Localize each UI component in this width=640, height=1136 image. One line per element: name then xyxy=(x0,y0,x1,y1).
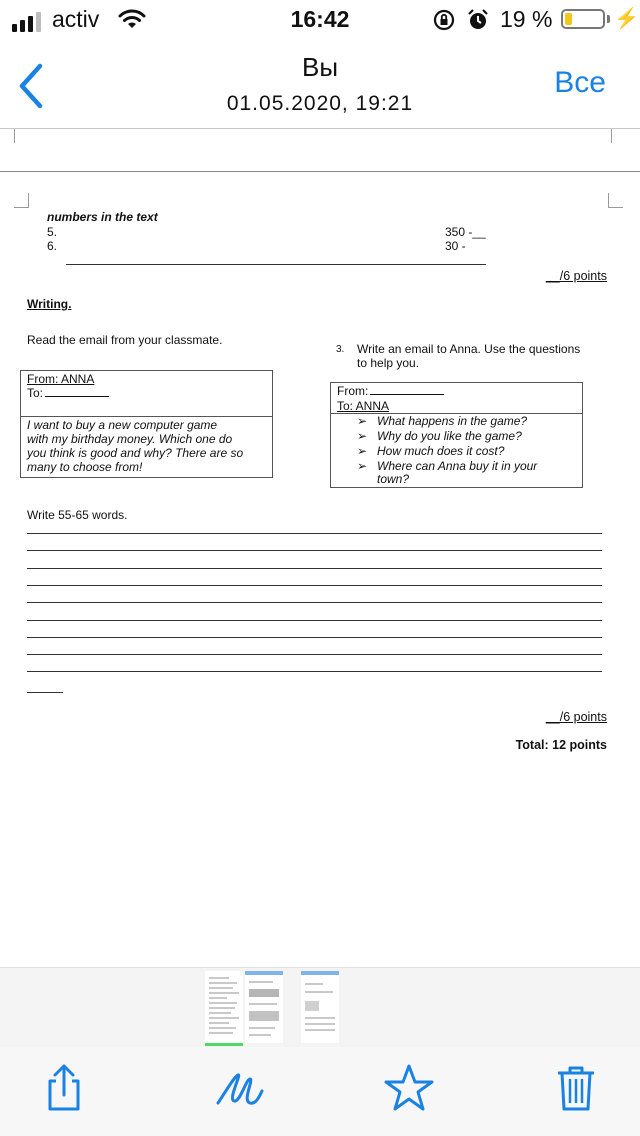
bullet-icon: ➢ xyxy=(357,459,368,473)
email-body-line: you think is good and why? There are so xyxy=(27,446,244,460)
task-3-text-cont: to help you. xyxy=(357,356,420,370)
markup-icon xyxy=(212,1061,268,1117)
instruction-text: Read the email from your classmate. xyxy=(27,333,223,347)
email-to: To: ANNA xyxy=(337,399,390,413)
favorite-button[interactable] xyxy=(381,1061,437,1117)
question-item: How much does it cost? xyxy=(377,444,505,458)
item-6-number: 6. xyxy=(47,239,58,253)
answer-line xyxy=(27,637,602,638)
words-instruction: Write 55-65 words. xyxy=(27,508,128,522)
thumbnail-page-2[interactable] xyxy=(301,971,339,1043)
thumbnail-page-1[interactable] xyxy=(245,971,283,1043)
charging-bolt-icon: ⚡ xyxy=(614,8,639,30)
answer-line xyxy=(27,620,602,621)
crop-mark xyxy=(611,129,626,143)
answer-line xyxy=(27,550,602,551)
answer-line xyxy=(27,585,602,586)
crop-mark xyxy=(14,193,29,208)
battery-cap xyxy=(607,15,610,23)
email-from-anna-box xyxy=(20,370,273,478)
email-body-line: many to choose from! xyxy=(27,460,143,474)
bullet-icon: ➢ xyxy=(357,444,368,458)
question-item: What happens in the game? xyxy=(377,414,528,428)
answer-line xyxy=(27,568,602,569)
status-bar xyxy=(0,0,640,40)
email-to: To: xyxy=(27,386,109,400)
question-item-cont: town? xyxy=(377,472,410,486)
status-time: 16:42 xyxy=(290,6,350,32)
email-body-line: with my birthday money. Which one do xyxy=(27,432,233,446)
points-score-1: __/6 points xyxy=(545,269,607,283)
alarm-icon xyxy=(466,8,490,38)
email-from: From: ANNA xyxy=(27,372,95,386)
thumbnail-chat[interactable] xyxy=(205,971,243,1046)
bottom-toolbar xyxy=(0,1047,640,1136)
battery-icon xyxy=(561,9,605,29)
answer-line xyxy=(27,602,602,603)
bullet-icon: ➢ xyxy=(357,429,368,443)
markup-button[interactable] xyxy=(212,1061,268,1117)
email-body-line: I want to buy a new computer game xyxy=(27,418,218,432)
item-6-value: 30 - xyxy=(445,239,466,253)
trash-icon xyxy=(548,1061,604,1117)
item-5-value: 350 -__ xyxy=(445,225,486,239)
item-5-number: 5. xyxy=(47,225,58,239)
delete-button[interactable] xyxy=(548,1061,604,1117)
answer-line-short xyxy=(27,692,63,693)
orientation-lock-icon xyxy=(432,8,456,38)
answer-line xyxy=(27,533,602,534)
points-score-2: __/6 points xyxy=(545,710,607,724)
battery-percent: 19 % xyxy=(500,6,553,32)
task-3-number: 3. xyxy=(336,344,345,355)
email-to-anna-box xyxy=(330,382,583,488)
favorite-star-icon xyxy=(381,1061,437,1117)
email-from: From: xyxy=(337,384,444,398)
nav-subtitle: 01.05.2020, 19:21 xyxy=(226,92,414,115)
share-button[interactable] xyxy=(36,1061,92,1117)
all-photos-button[interactable]: Все xyxy=(554,66,606,99)
numbers-heading: numbers in the text xyxy=(47,210,158,224)
page-divider xyxy=(0,171,640,172)
nav-bar xyxy=(0,40,640,129)
nav-title: Вы xyxy=(301,52,339,82)
question-item: Why do you like the game? xyxy=(377,429,522,443)
bullet-icon: ➢ xyxy=(357,414,368,428)
document-image xyxy=(0,129,640,967)
task-3-text: Write an email to Anna. Use the questions xyxy=(357,342,581,356)
answer-line xyxy=(66,264,486,265)
question-item: Where can Anna buy it in your xyxy=(377,459,538,473)
thumbnail-strip[interactable] xyxy=(0,967,640,1048)
share-icon xyxy=(36,1061,92,1117)
crop-mark xyxy=(608,193,623,208)
writing-heading: Writing. xyxy=(27,297,72,311)
answer-line xyxy=(27,654,602,655)
answer-line xyxy=(27,671,602,672)
total-points: Total: 12 points xyxy=(515,738,607,752)
carrier-name: activ xyxy=(52,6,100,32)
crop-mark xyxy=(14,129,29,143)
email-divider xyxy=(21,416,272,417)
